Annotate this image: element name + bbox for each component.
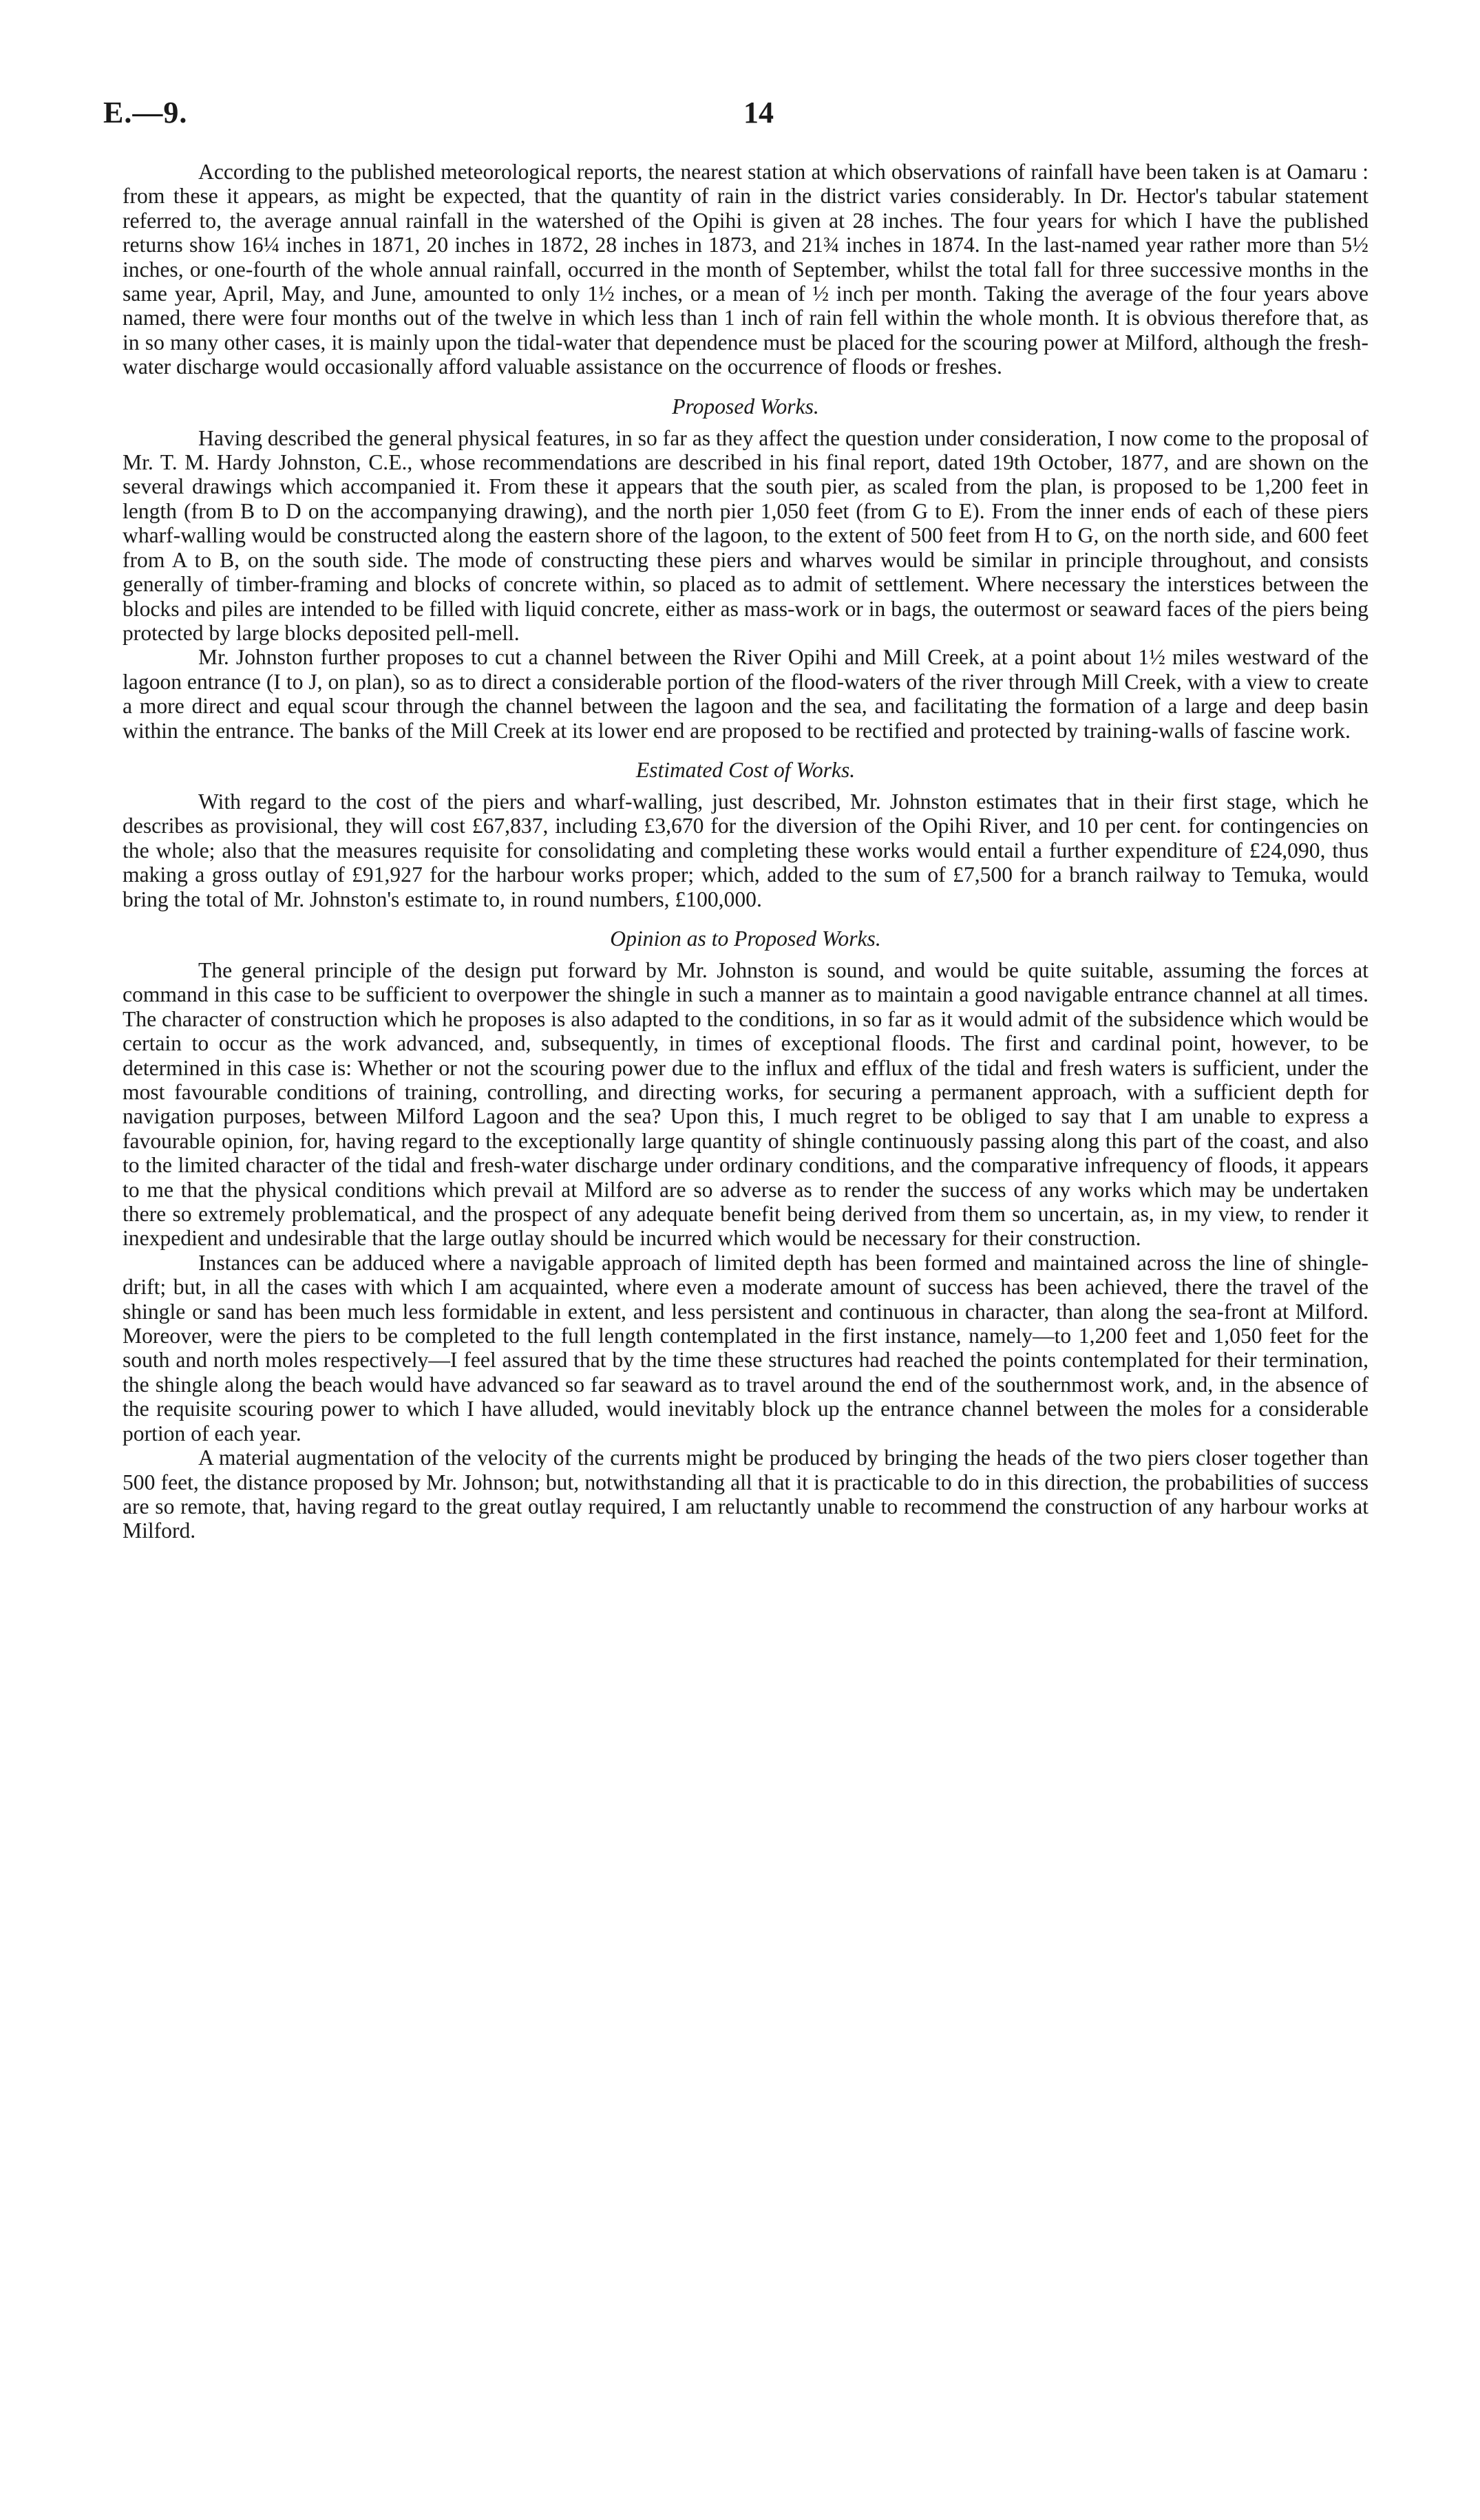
paragraph: With regard to the cost of the piers and wharf-walling, just described, Mr. Johnston estimates that in their first stage, which he describes as provisional, they will cost £67,837, including £3,670 for the diversion of the Opihi River, and 10 per cent. for contingencies on the whole; also that the measures requisite for consolidating and completing these works would entail a further expenditure of £24,090, thus making a gross outlay of £91,927 for the harbour works proper; which, added to the sum of £7,500 for a branch railway to Temuka, would bring the total of Mr. Johnston's estimate to, in round numbers, £100,000. <box>123 789 1368 911</box>
section-heading: Estimated Cost of Works. <box>635 757 856 782</box>
page-number: 14 <box>743 96 774 129</box>
paragraph: Instances can be adduced where a navigable approach of limited depth has been formed and maintained across the line of shingle-drift; but, in all the cases with which I am acquainted, where even a moderate amount of success has been achieved, there the travel of the shingle or sand has been much less formidable in extent, and less persistent and continuous in character, than along the sea-front at Milford. Moreover, were the piers to be completed to the full length contemplated in the first instance, namely—to 1,200 feet and 1,050 feet for the south and north moles respectively—I feel assured that by the time these structures had reached the points contemplated for their termination, the shingle along the beach would have advanced so far seaward as to travel around the end of the southernmost work, and, in the absence of the requisite scouring power to which I have alluded, would inevitably block up the entrance channel between the moles for a considerable portion of each year. <box>123 1250 1368 1446</box>
section-estimated-cost <box>123 756 1368 911</box>
page-header <box>103 95 1356 136</box>
paragraph: Mr. Johnston further proposes to cut a channel between the River Opihi and Mill Creek, at a point about 1½ miles westward of the lagoon entrance (I to J, on plan), so as to direct a considerable portion of the flood-waters of the river through Mill Creek, with a view to create a more direct and equal scour through the channel between the lagoon and the sea, and facilitating the formation of a large and deep basin within the entrance. The banks of the Mill Creek at its lower end are proposed to be rectified and protected by training-walls of fascine work. <box>123 645 1368 743</box>
body-text <box>123 160 1368 1543</box>
document-id: E.—9. <box>103 96 188 129</box>
section-opinion <box>123 925 1368 1543</box>
paragraph: According to the published meteorological reports, the nearest station at which observations of rainfall have been taken is at Oamaru : from these it appears, as might be expected, that the quantity of rain in the district varies considerably. In Dr. Hector's tabular statement referred to, the average annual rainfall in the watershed of the Opihi is given at 28 inches. The four years for which I have the published returns show 16¼ inches in 1871, 20 inches in 1872, 28 inches in 1873, and 21¾ inches in 1874. In the last-named year rather more than 5½ inches, or one-fourth of the whole annual rainfall, occurred in the month of September, whilst the total fall for three successive months in the same year, April, May, and June, amounted to only 1½ inches, or a mean of ½ inch per month. Taking the average of the four years above named, there were four months out of the twelve in which less than 1 inch of rain fell within the whole month. It is obvious therefore that, as in so many other cases, it is mainly upon the tidal-water that dependence must be placed for the scouring power at Milford, although the fresh-water discharge would occasionally afford valuable assistance on the occurrence of floods or freshes. <box>123 160 1368 379</box>
section-heading: Proposed Works. <box>672 394 819 419</box>
paragraph: The general principle of the design put forward by Mr. Johnston is sound, and would be quite suitable, assuming the forces at command in this case to be sufficient to overpower the shingle in such a manner as to maintain a good navigable entrance channel at all times. The character of construction which he proposes is also adapted to the conditions, in so far as it would admit of the subsidence which would be certain to occur as the work advanced, and, subsequently, in times of exceptional floods. The first and cardinal point, however, to be determined in this case is: Whether or not the scouring power due to the influx and efflux of the tidal and fresh waters is sufficient, under the most favourable conditions of training, controlling, and directing works, for securing a permanent approach, with a sufficient depth for navigation purposes, between Milford Lagoon and the sea? Upon this, I much regret to be obliged to say that I am unable to express a favourable opinion, for, having regard to the exceptionally large quantity of shingle continuously passing along this part of the coast, and also to the limited character of the tidal and fresh-water discharge under ordinary conditions, and the comparative infrequency of floods, it appears to me that the physical conditions which prevail at Milford are so adverse as to render the success of any works which may be undertaken there so extremely problematical, and the prospect of any adequate benefit being derived from them so uncertain, as, in my view, to render it inexpedient and undesirable that the large outlay should be incurred which would be necessary for their construction. <box>123 957 1368 1251</box>
section-proposed-works <box>123 393 1368 743</box>
paragraph: Having described the general physical features, in so far as they affect the question under consideration, I now come to the proposal of Mr. T. M. Hardy Johnston, C.E., whose recommendations are described in his final report, dated 19th October, 1877, and are shown on the several drawings which accompanied it. From these it appears that the south pier, as scaled from the plan, is proposed to be 1,200 feet in length (from B to D on the accompanying drawing), and the north pier 1,050 feet (from G to E). From the inner ends of each of these piers wharf-walling would be constructed along the eastern shore of the lagoon, to the extent of 500 feet from H to G, on the north side, and 600 feet from A to B, on the south side. The mode of constructing these piers and wharves would be similar in principle throughout, and consists generally of timber-framing and blocks of concrete within, so placed as to admit of settlement. Where necessary the interstices between the blocks and piles are intended to be filled with liquid concrete, either as mass-work or in bags, the outermost or seaward faces of the piers being protected by large blocks deposited pell-mell. <box>123 425 1368 645</box>
section-heading: Opinion as to Proposed Works. <box>610 926 881 951</box>
paragraph: A material augmentation of the velocity of the currents might be produced by bringing the heads of the two piers closer together than 500 feet, the distance proposed by Mr. Johnson; but, notwithstanding all that it is practicable to do in this direction, the probabilities of success are so remote, that, having regard to the great outlay required, I am reluctantly unable to recommend the construction of any harbour works at Milford. <box>123 1446 1368 1543</box>
section-rainfall <box>123 160 1368 379</box>
